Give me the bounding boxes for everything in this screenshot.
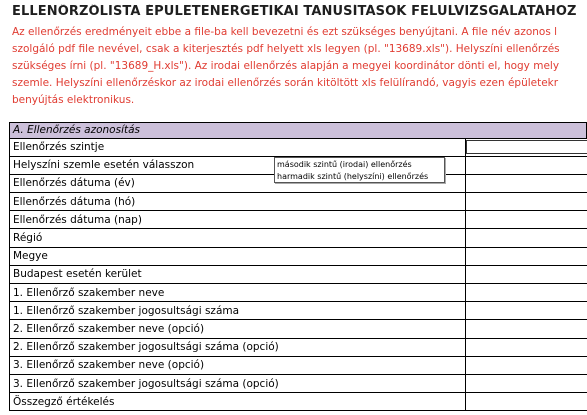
selected-cell-box[interactable] [466,140,587,154]
dropdown-option[interactable]: harmadik szintű (helyszíni) ellenőrzés [277,171,429,181]
value-cell[interactable] [466,138,587,156]
row-label: 2. Ellenőrző szakember jogosultsági száma (opció) [10,338,466,356]
value-cell[interactable] [466,211,587,229]
row-label: 3. Ellenőrző szakember neve (opció) [10,356,466,374]
dropdown-option[interactable]: második szintű (irodai) ellenőrzés [277,160,412,169]
row-label: 3. Ellenőrző szakember jogosultsági száma (opció) [10,374,466,392]
instructions-text [12,24,587,109]
instruction-line: benyújtás elektronikus. [12,94,135,106]
table-row [10,138,587,156]
row-label: Ellenőrzés szintje [10,138,466,156]
table-row [10,284,587,302]
section-header: A. Ellenőrzés azonosítás [9,122,587,139]
page-title: ELLENŐRZŐLISTA ÉPÜLETENERGETIKAI TANÚSÍTÁSOK FELÜLVIZSGÁLATÁHOZ [12,4,577,19]
instruction-line: Az ellenőrzés eredményeit ebbe a file-ba kell bevezetni és ezt szükséges benyújtani. A file név azonos l [12,26,558,38]
row-label: Ellenőrzés dátuma (nap) [10,211,466,229]
table-row [10,247,587,265]
value-cell[interactable] [466,193,587,211]
table-row [10,211,587,229]
row-label: Megye [10,247,466,265]
table-row [10,393,587,411]
row-label: Ellenőrzés dátuma (év) [10,174,466,192]
row-label: 1. Ellenőrző szakember jogosultsági száma [10,302,466,320]
row-label: Helyszíni szemle esetén válasszon [10,156,466,174]
value-cell[interactable] [466,356,587,374]
instruction-line: szemle. Helyszíni ellenőrzéskor az irodai ellenőrzés során kitöltött xls felülírandó, vagyis ezen épületekr [12,77,559,89]
value-cell[interactable] [466,338,587,356]
row-label: 1. Ellenőrző szakember neve [10,284,466,302]
value-cell[interactable] [466,374,587,392]
row-label: 2. Ellenőrző szakember neve (opció) [10,320,466,338]
level-dropdown-list[interactable] [274,157,445,183]
table-row [10,338,587,356]
table-row [10,374,587,392]
value-cell[interactable] [466,174,587,192]
table-row [10,356,587,374]
instruction-line: szükséges írni (pl. "13689_H.xls"). Az irodai ellenőrzés alapján a megyei koordinátor dönti el, hogy mely [12,60,560,72]
row-label: Régió [10,229,466,247]
row-label: Ellenőrzés dátuma (hó) [10,193,466,211]
value-cell[interactable] [466,320,587,338]
value-cell[interactable] [466,156,587,174]
table-row [10,193,587,211]
row-label: Budapest esetén kerület [10,265,466,283]
table-row [10,320,587,338]
instruction-line: szolgáló pdf file nevével, csak a kiterjesztés pdf helyett xls legyen (pl. "13689.xls"). Helyszíni ellenőrzés [12,43,560,55]
value-cell[interactable] [466,247,587,265]
table-row [10,302,587,320]
value-cell[interactable] [466,265,587,283]
value-cell[interactable] [466,302,587,320]
table-row [10,229,587,247]
row-label: Összegző értékelés [10,393,466,411]
value-cell[interactable] [466,393,587,411]
table-row [10,265,587,283]
value-cell[interactable] [466,284,587,302]
value-cell[interactable] [466,229,587,247]
